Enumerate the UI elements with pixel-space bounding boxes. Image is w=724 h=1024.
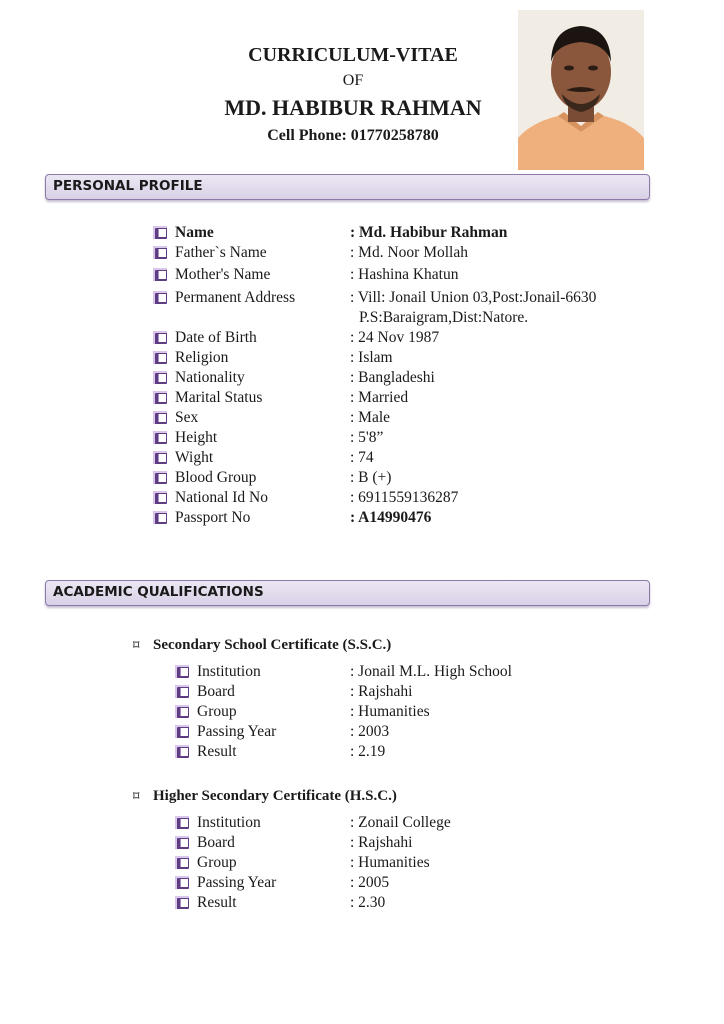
- field-value: : Islam: [350, 349, 393, 366]
- personal-row: [153, 289, 633, 326]
- cell-phone: Cell Phone: 01770258780: [267, 127, 439, 144]
- section-title: ACADEMIC QUALIFICATIONS: [53, 584, 264, 600]
- bullet-icon: [153, 411, 167, 424]
- section-academic-qualifications: [45, 580, 650, 606]
- candidate-name: MD. HABIBUR RAHMAN: [224, 95, 482, 120]
- personal-row: [153, 509, 633, 529]
- bullet-icon: [175, 856, 189, 869]
- academic-row: [175, 894, 575, 914]
- field-label: Institution: [197, 814, 261, 831]
- field-value: : Vill: Jonail Union 03,Post:Jonail-6630: [350, 289, 597, 306]
- personal-row: [153, 429, 633, 449]
- academic-row: [175, 723, 575, 743]
- field-label: Name: [175, 224, 214, 241]
- field-label: Passport No: [175, 509, 251, 526]
- square-bullet-icon: ⌑: [133, 789, 140, 803]
- bullet-icon: [153, 291, 167, 304]
- bullet-icon: [153, 511, 167, 524]
- field-value: : A14990476: [350, 509, 432, 526]
- bullet-icon: [153, 471, 167, 484]
- field-label: Marital Status: [175, 389, 263, 406]
- bullet-icon: [153, 431, 167, 444]
- field-value: : Humanities: [350, 703, 430, 720]
- field-label: Institution: [197, 663, 261, 680]
- field-value: : Zonail College: [350, 814, 451, 831]
- academic-row: [175, 703, 575, 723]
- field-value: : 2003: [350, 723, 390, 740]
- academic-row: [175, 874, 575, 894]
- field-label: Religion: [175, 349, 229, 366]
- bullet-icon: [153, 331, 167, 344]
- field-label: Nationality: [175, 369, 245, 386]
- field-value: : Jonail M.L. High School: [350, 663, 512, 680]
- bullet-icon: [175, 836, 189, 849]
- bullet-icon: [153, 391, 167, 404]
- bullet-icon: [153, 351, 167, 364]
- academic-row: [175, 814, 575, 834]
- field-label: Group: [197, 703, 237, 720]
- bullet-icon: [153, 246, 167, 259]
- academic-row: [175, 663, 575, 683]
- field-label: Result: [197, 743, 237, 760]
- field-label: Passing Year: [197, 723, 277, 740]
- field-value: : Md. Habibur Rahman: [350, 224, 508, 241]
- personal-row: [153, 449, 633, 469]
- bullet-icon: [175, 705, 189, 718]
- field-value: : Md. Noor Mollah: [350, 244, 468, 261]
- field-value: : Married: [350, 389, 409, 406]
- cv-title: CURRICULUM-VITAE: [248, 44, 458, 66]
- bullet-icon: [153, 226, 167, 239]
- cv-of: OF: [342, 72, 364, 89]
- bullet-icon: [175, 745, 189, 758]
- field-label: Mother's Name: [175, 266, 271, 283]
- field-label: Height: [175, 429, 218, 446]
- bullet-icon: [175, 876, 189, 889]
- field-label: Board: [197, 683, 235, 700]
- square-bullet-icon: ⌑: [133, 638, 140, 652]
- bullet-icon: [153, 451, 167, 464]
- field-label: National Id No: [175, 489, 268, 506]
- academic-row: [175, 834, 575, 854]
- field-label: Date of Birth: [175, 329, 257, 346]
- field-label: Result: [197, 894, 237, 911]
- bullet-icon: [175, 896, 189, 909]
- field-value-continued: P.S:Baraigram,Dist:Natore.: [359, 309, 529, 326]
- field-label: Blood Group: [175, 469, 257, 486]
- academic-row: [175, 683, 575, 703]
- field-label: Passing Year: [197, 874, 277, 891]
- field-value: : Rajshahi: [350, 683, 413, 700]
- bullet-icon: [175, 725, 189, 738]
- section-personal-profile: [45, 174, 650, 200]
- bullet-icon: [153, 371, 167, 384]
- field-value: : Bangladeshi: [350, 369, 435, 386]
- field-label: Father`s Name: [175, 244, 267, 261]
- field-value: : Rajshahi: [350, 834, 413, 851]
- certificate-title: Higher Secondary Certificate (H.S.C.): [153, 788, 397, 804]
- field-value: : 24 Nov 1987: [350, 329, 440, 346]
- field-label: Sex: [175, 409, 199, 426]
- bullet-icon: [175, 665, 189, 678]
- field-value: : 5'8”: [350, 429, 384, 446]
- personal-row: [153, 329, 633, 349]
- personal-row: [153, 349, 633, 369]
- field-label: Permanent Address: [175, 289, 296, 306]
- profile-photo: [518, 10, 644, 170]
- bullet-icon: [175, 685, 189, 698]
- field-value: : Humanities: [350, 854, 430, 871]
- personal-row: [153, 266, 633, 286]
- academic-row: [175, 743, 575, 763]
- field-label: Board: [197, 834, 235, 851]
- personal-row: [153, 244, 633, 264]
- field-value: : 6911559136287: [350, 489, 459, 506]
- field-label: Wight: [175, 449, 214, 466]
- bullet-icon: [153, 268, 167, 281]
- personal-row: [153, 409, 633, 429]
- certificate-title: Secondary School Certificate (S.S.C.): [153, 637, 392, 653]
- field-value: : 2005: [350, 874, 390, 891]
- bullet-icon: [175, 816, 189, 829]
- academic-row: [175, 854, 575, 874]
- personal-row: [153, 389, 633, 409]
- personal-row: [153, 224, 633, 244]
- personal-row: [153, 489, 633, 509]
- personal-row: [153, 369, 633, 389]
- field-value: : 2.19: [350, 743, 386, 760]
- personal-row: [153, 469, 633, 489]
- field-label: Group: [197, 854, 237, 871]
- field-value: : 2.30: [350, 894, 386, 911]
- field-value: : B (+): [350, 469, 392, 486]
- section-title: PERSONAL PROFILE: [53, 178, 203, 194]
- bullet-icon: [153, 491, 167, 504]
- field-value: : 74: [350, 449, 374, 466]
- field-value: : Hashina Khatun: [350, 266, 459, 283]
- field-value: : Male: [350, 409, 391, 426]
